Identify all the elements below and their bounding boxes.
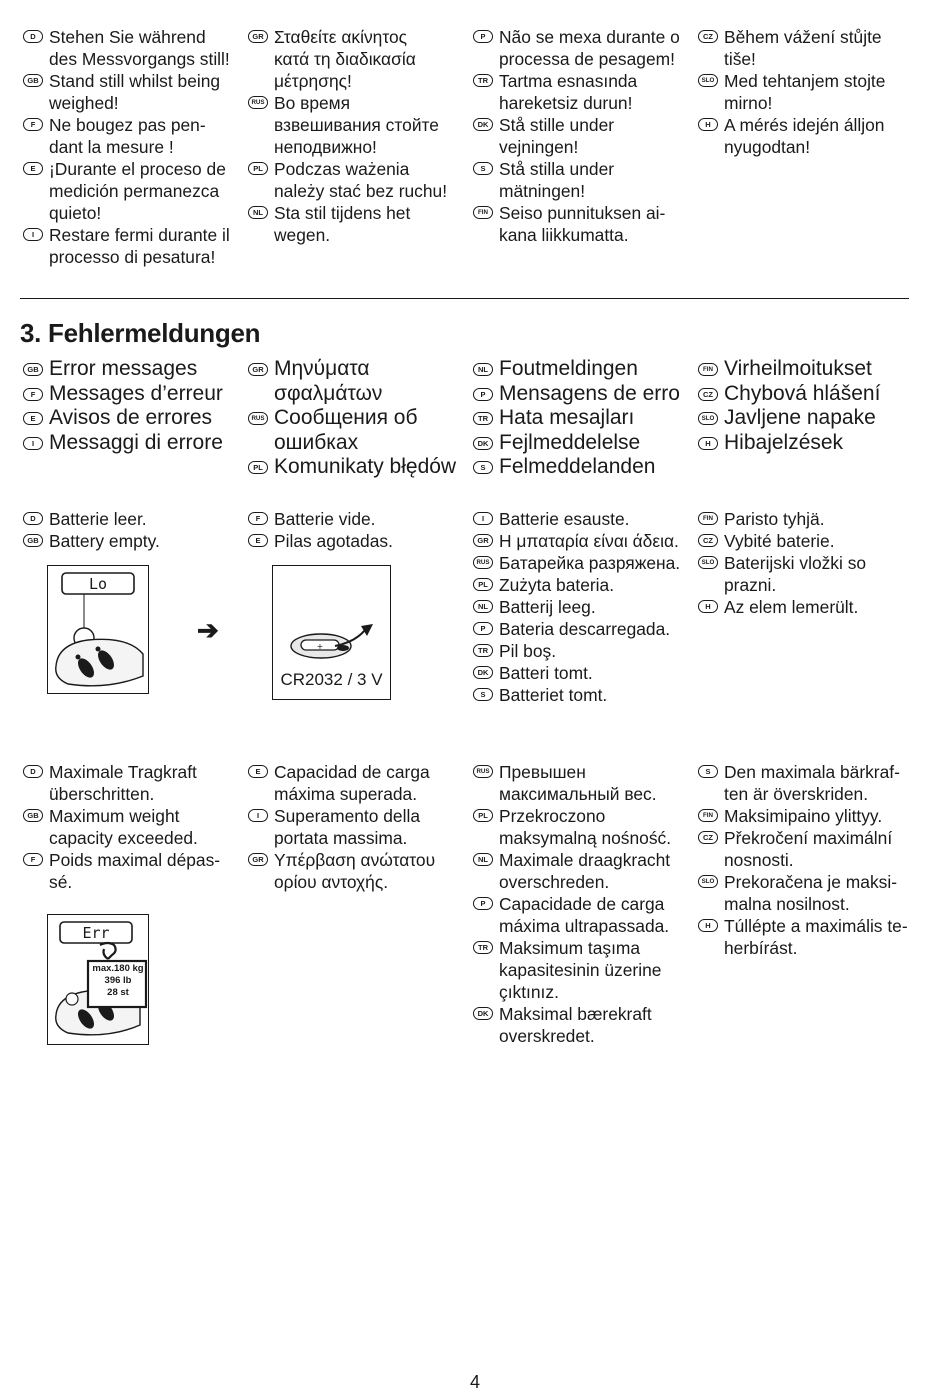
language-entry-cz — [698, 382, 920, 407]
language-code-badge: TR — [473, 74, 493, 87]
language-entry-i — [23, 224, 245, 268]
language-code-badge: D — [23, 512, 43, 525]
language-entry-rus — [248, 406, 470, 455]
entry-text: Sta stil tijdens het wegen. — [274, 203, 411, 245]
language-code-badge: F — [248, 512, 268, 525]
entry-text: Error messages — [49, 357, 198, 380]
language-entry-f — [23, 382, 245, 407]
max-weight-st: 28 st — [107, 987, 129, 998]
battery-column-3 — [473, 508, 695, 706]
language-code-badge: I — [473, 512, 493, 525]
language-entry-e — [23, 158, 245, 224]
language-entry-h — [698, 431, 920, 456]
language-entry-gr — [473, 530, 695, 552]
language-entry-dk — [473, 1003, 695, 1047]
entry-text: Сообщения об ошибках — [274, 406, 418, 454]
entry-text: Μηνύματα σφαλμάτων — [274, 357, 383, 405]
language-code-badge: FIN — [698, 363, 718, 376]
language-code-badge: TR — [473, 412, 493, 425]
language-entry-e — [248, 761, 470, 805]
language-code-badge: H — [698, 919, 718, 932]
language-code-badge: F — [23, 118, 43, 131]
entry-text: Vybité baterie. — [724, 531, 835, 551]
section-column-2 — [248, 357, 470, 480]
language-entry-gb — [23, 357, 245, 382]
entry-text: Stand still whilst being weighed! — [49, 71, 221, 113]
language-entry-gr — [248, 26, 470, 92]
language-code-badge: SLO — [698, 875, 718, 888]
language-entry-d — [23, 508, 245, 530]
language-entry-tr — [473, 937, 695, 1003]
language-code-badge: NL — [473, 363, 493, 376]
language-entry-i — [248, 805, 470, 849]
language-code-badge: H — [698, 437, 718, 450]
language-entry-s — [473, 684, 695, 706]
language-code-badge: PL — [473, 578, 493, 591]
language-code-badge: E — [248, 765, 268, 778]
entry-text: Az elem lemerült. — [724, 597, 859, 617]
language-entry-rus — [473, 761, 695, 805]
language-entry-slo — [698, 871, 920, 915]
language-entry-e — [23, 406, 245, 431]
entry-text: Komunikaty błędów — [274, 455, 457, 479]
language-entry-rus — [248, 92, 470, 158]
entry-text: Túllépte a maximális te- herbírást. — [724, 916, 908, 958]
language-entry-cz — [698, 26, 920, 70]
entry-text: Hata mesajları — [499, 406, 635, 430]
language-code-badge: CZ — [698, 831, 718, 844]
overload-scale-figure — [47, 914, 149, 1045]
entry-text: Virheilmoitukset — [724, 357, 872, 380]
language-entry-gb — [23, 70, 245, 114]
entry-text: Med tehtanjem stojte mirno! — [724, 71, 886, 113]
language-code-badge: I — [248, 809, 268, 822]
language-entry-fin — [698, 508, 920, 530]
language-entry-tr — [473, 406, 695, 431]
language-code-badge: SLO — [698, 412, 718, 425]
entry-text: Batterie esauste. — [499, 509, 630, 529]
low-battery-scale-figure — [47, 565, 149, 694]
entry-text: Batterij leeg. — [499, 597, 596, 617]
display-err-text: Err — [82, 924, 110, 942]
language-code-badge: D — [23, 30, 43, 43]
language-entry-slo — [698, 552, 920, 596]
language-entry-pl — [473, 805, 695, 849]
language-code-badge: DK — [473, 118, 493, 131]
battery-column-2 — [248, 508, 470, 552]
language-entry-cz — [698, 827, 920, 871]
language-code-badge: F — [23, 853, 43, 866]
entry-text: Messages d’erreur — [49, 381, 223, 405]
entry-text: Capacidade de carga máxima ultrapassada. — [499, 894, 670, 936]
language-entry-e — [248, 530, 470, 552]
language-code-badge: TR — [473, 644, 493, 657]
language-code-badge: D — [23, 765, 43, 778]
entry-text: Ne bougez pas pen- dant la mesure ! — [49, 115, 206, 157]
language-entry-rus — [473, 552, 695, 574]
entry-text: Bateria descarregada. — [499, 619, 671, 639]
entry-text: Během vážení stůjte tiše! — [724, 27, 882, 69]
arrow-right-icon: ➔ — [197, 615, 219, 645]
entry-text: Avisos de errores — [49, 406, 213, 430]
language-code-badge: PL — [473, 809, 493, 822]
language-entry-pl — [248, 455, 470, 480]
section-column-1 — [23, 357, 245, 455]
entry-text: Batterie leer. — [49, 509, 147, 529]
language-code-badge: GB — [23, 809, 43, 822]
language-code-badge: RUS — [473, 765, 493, 778]
language-code-badge: I — [23, 437, 43, 450]
language-entry-h — [698, 114, 920, 158]
entry-text: Seiso punnituksen ai- kana liikkumatta. — [499, 203, 666, 245]
language-code-badge: DK — [473, 437, 493, 450]
entry-text: Não se mexa durante o processa de pesagem! — [499, 27, 680, 69]
svg-text:+: + — [316, 642, 324, 651]
display-lo-text: Lo — [88, 575, 108, 593]
language-code-badge: RUS — [248, 412, 268, 425]
language-code-badge: CZ — [698, 388, 718, 401]
language-entry-i — [473, 508, 695, 530]
language-entry-dk — [473, 114, 695, 158]
entry-text: Батарейка разряжена. — [499, 553, 681, 573]
language-entry-nl — [473, 596, 695, 618]
language-entry-dk — [473, 431, 695, 456]
max-weight-tag — [90, 963, 146, 999]
scale-illustration — [48, 566, 148, 693]
language-code-badge: GB — [23, 74, 43, 87]
language-code-badge: P — [473, 30, 493, 43]
language-code-badge: E — [23, 412, 43, 425]
language-entry-gb — [23, 530, 245, 552]
section-column-4 — [698, 357, 920, 455]
battery-type-label: CR2032 / 3 V — [280, 670, 383, 689]
entry-text: Podczas ważenia należy stać bez ruchu! — [274, 159, 448, 201]
language-code-badge: DK — [473, 666, 493, 679]
language-entry-s — [473, 455, 695, 480]
entry-text: Σταθείτε ακίνητος κατά τη διαδικασία μέτρησης! — [274, 27, 416, 91]
entry-text: Baterijski vložki so prazni. — [724, 553, 867, 595]
language-entry-p — [473, 382, 695, 407]
entry-text: Messaggi di errore — [49, 430, 223, 454]
entry-text: Felmeddelanden — [499, 455, 656, 479]
page-number: 4 — [469, 1372, 480, 1392]
max-weight-kg: max.180 kg — [92, 963, 144, 974]
entry-text: Poids maximal dépas- sé. — [49, 850, 221, 892]
intro-column-1 — [23, 26, 245, 268]
language-entry-nl — [473, 357, 695, 382]
language-entry-h — [698, 915, 920, 959]
entry-text: Maximale draagkracht overschreden. — [499, 850, 671, 892]
language-code-badge: S — [473, 688, 493, 701]
language-code-badge: FIN — [473, 206, 493, 219]
entry-text: Stå stilla under mätningen! — [499, 159, 615, 201]
entry-text: Stehen Sie während des Messvorgangs still! — [49, 27, 230, 69]
language-code-badge: SLO — [698, 556, 718, 569]
language-code-badge: E — [23, 162, 43, 175]
language-entry-f — [248, 508, 470, 530]
language-entry-p — [473, 893, 695, 937]
battery-insert-illustration — [273, 566, 390, 666]
entry-text: Superamento della portata massima. — [274, 806, 420, 848]
entry-text: Во время взвешивания стойте неподвижно! — [274, 93, 439, 157]
battery-column-4 — [698, 508, 920, 618]
language-code-badge: H — [698, 600, 718, 613]
language-code-badge: DK — [473, 1007, 493, 1020]
language-code-badge: S — [473, 461, 493, 474]
entry-text: Maximum weight capacity exceeded. — [49, 806, 198, 848]
language-code-badge: GR — [248, 30, 268, 43]
overload-column-1 — [23, 761, 245, 893]
language-entry-fin — [698, 357, 920, 382]
entry-text: Capacidad de carga máxima superada. — [274, 762, 430, 804]
overload-column-2 — [248, 761, 470, 893]
language-entry-f — [23, 849, 245, 893]
entry-text: Překročení maximální nosnosti. — [724, 828, 893, 870]
entry-text: Maksimum taşıma kapasitesinin üzerine çıktınız. — [499, 938, 662, 1002]
language-entry-d — [23, 26, 245, 70]
language-code-badge: RUS — [473, 556, 493, 569]
language-entry-tr — [473, 640, 695, 662]
entry-text: Batteri tomt. — [499, 663, 593, 683]
language-code-badge: GR — [473, 534, 493, 547]
entry-text: Przekroczono maksymalną nośność. — [499, 806, 672, 848]
language-entry-slo — [698, 70, 920, 114]
language-code-badge: GB — [23, 363, 43, 376]
overload-column-3 — [473, 761, 695, 1047]
entry-text: Batteriet tomt. — [499, 685, 608, 705]
intro-column-3 — [473, 26, 695, 246]
language-entry-p — [473, 618, 695, 640]
language-code-badge: I — [23, 228, 43, 241]
language-entry-h — [698, 596, 920, 618]
language-entry-i — [23, 431, 245, 456]
language-entry-p — [473, 26, 695, 70]
entry-text: Pil boş. — [499, 641, 557, 661]
intro-column-4 — [698, 26, 920, 158]
language-code-badge: RUS — [248, 96, 268, 109]
language-entry-pl — [473, 574, 695, 596]
language-entry-s — [473, 158, 695, 202]
language-entry-cz — [698, 530, 920, 552]
entry-text: Stå stille under vejningen! — [499, 115, 615, 157]
entry-text: Maksimipaino ylittyy. — [724, 806, 883, 826]
entry-text: Foutmeldingen — [499, 357, 638, 380]
entry-text: Hibajelzések — [724, 430, 844, 454]
language-code-badge: NL — [473, 600, 493, 613]
max-weight-lb: 396 lb — [104, 975, 132, 986]
entry-text: Batterie vide. — [274, 509, 376, 529]
language-entry-gb — [23, 805, 245, 849]
language-entry-s — [698, 761, 920, 805]
language-code-badge: E — [248, 534, 268, 547]
language-code-badge: FIN — [698, 512, 718, 525]
entry-text: Zużyta bateria. — [499, 575, 615, 595]
language-code-badge: P — [473, 897, 493, 910]
language-entry-pl — [248, 158, 470, 202]
battery-column-1 — [23, 508, 245, 552]
entry-text: Pilas agotadas. — [274, 531, 393, 551]
battery-compartment-figure — [272, 565, 391, 700]
entry-text: Chybová hlášení — [724, 381, 881, 405]
language-code-badge: TR — [473, 941, 493, 954]
language-code-badge: CZ — [698, 30, 718, 43]
overload-column-4 — [698, 761, 920, 959]
entry-text: ¡Durante el proceso de medición permanezca quieto! — [49, 159, 226, 223]
language-code-badge: S — [698, 765, 718, 778]
entry-text: Tartma esnasında hareketsiz durun! — [499, 71, 638, 113]
language-entry-nl — [473, 849, 695, 893]
language-code-badge: SLO — [698, 74, 718, 87]
language-code-badge: F — [23, 388, 43, 401]
entry-text: Maksimal bærekraft overskredet. — [499, 1004, 652, 1046]
language-entry-nl — [248, 202, 470, 246]
language-entry-dk — [473, 662, 695, 684]
language-code-badge: PL — [248, 461, 268, 474]
section-column-3 — [473, 357, 695, 480]
language-entry-fin — [698, 805, 920, 827]
entry-text: Превышен максимальный вес. — [499, 762, 657, 804]
entry-text: Den maximala bärkraf- ten är överskriden. — [724, 762, 900, 804]
entry-text: Paristo tyhjä. — [724, 509, 825, 529]
language-code-badge: CZ — [698, 534, 718, 547]
entry-text: Prekoračena je maksi- malna nosilnost. — [724, 872, 898, 914]
entry-text: Mensagens de erro — [499, 381, 680, 405]
language-entry-gr — [248, 849, 470, 893]
entry-text: Υπέρβαση ανώτατου ορίου αντοχής. — [274, 850, 436, 892]
language-entry-gr — [248, 357, 470, 406]
section-heading: 3. Fehlermeldungen — [20, 318, 261, 348]
language-code-badge: GB — [23, 534, 43, 547]
language-entry-tr — [473, 70, 695, 114]
section-divider — [20, 298, 909, 299]
language-code-badge: GR — [248, 853, 268, 866]
entry-text: Battery empty. — [49, 531, 160, 551]
language-code-badge: S — [473, 162, 493, 175]
language-code-badge: NL — [473, 853, 493, 866]
entry-text: Javljene napake — [724, 406, 876, 430]
language-code-badge: PL — [248, 162, 268, 175]
language-code-badge: P — [473, 622, 493, 635]
language-code-badge: FIN — [698, 809, 718, 822]
language-entry-slo — [698, 406, 920, 431]
language-code-badge: GR — [248, 363, 268, 376]
entry-text: Fejlmeddelelse — [499, 430, 641, 454]
intro-column-2 — [248, 26, 470, 246]
language-code-badge: NL — [248, 206, 268, 219]
entry-text: A mérés idején álljon nyugodtan! — [724, 115, 885, 157]
language-entry-f — [23, 114, 245, 158]
entry-text: Restare fermi durante il processo di pesatura! — [49, 225, 230, 267]
language-code-badge: P — [473, 388, 493, 401]
language-entry-d — [23, 761, 245, 805]
language-entry-fin — [473, 202, 695, 246]
language-code-badge: H — [698, 118, 718, 131]
entry-text: Maximale Tragkraft überschritten. — [49, 762, 197, 804]
entry-text: Η μπαταρία είναι άδεια. — [499, 531, 679, 551]
